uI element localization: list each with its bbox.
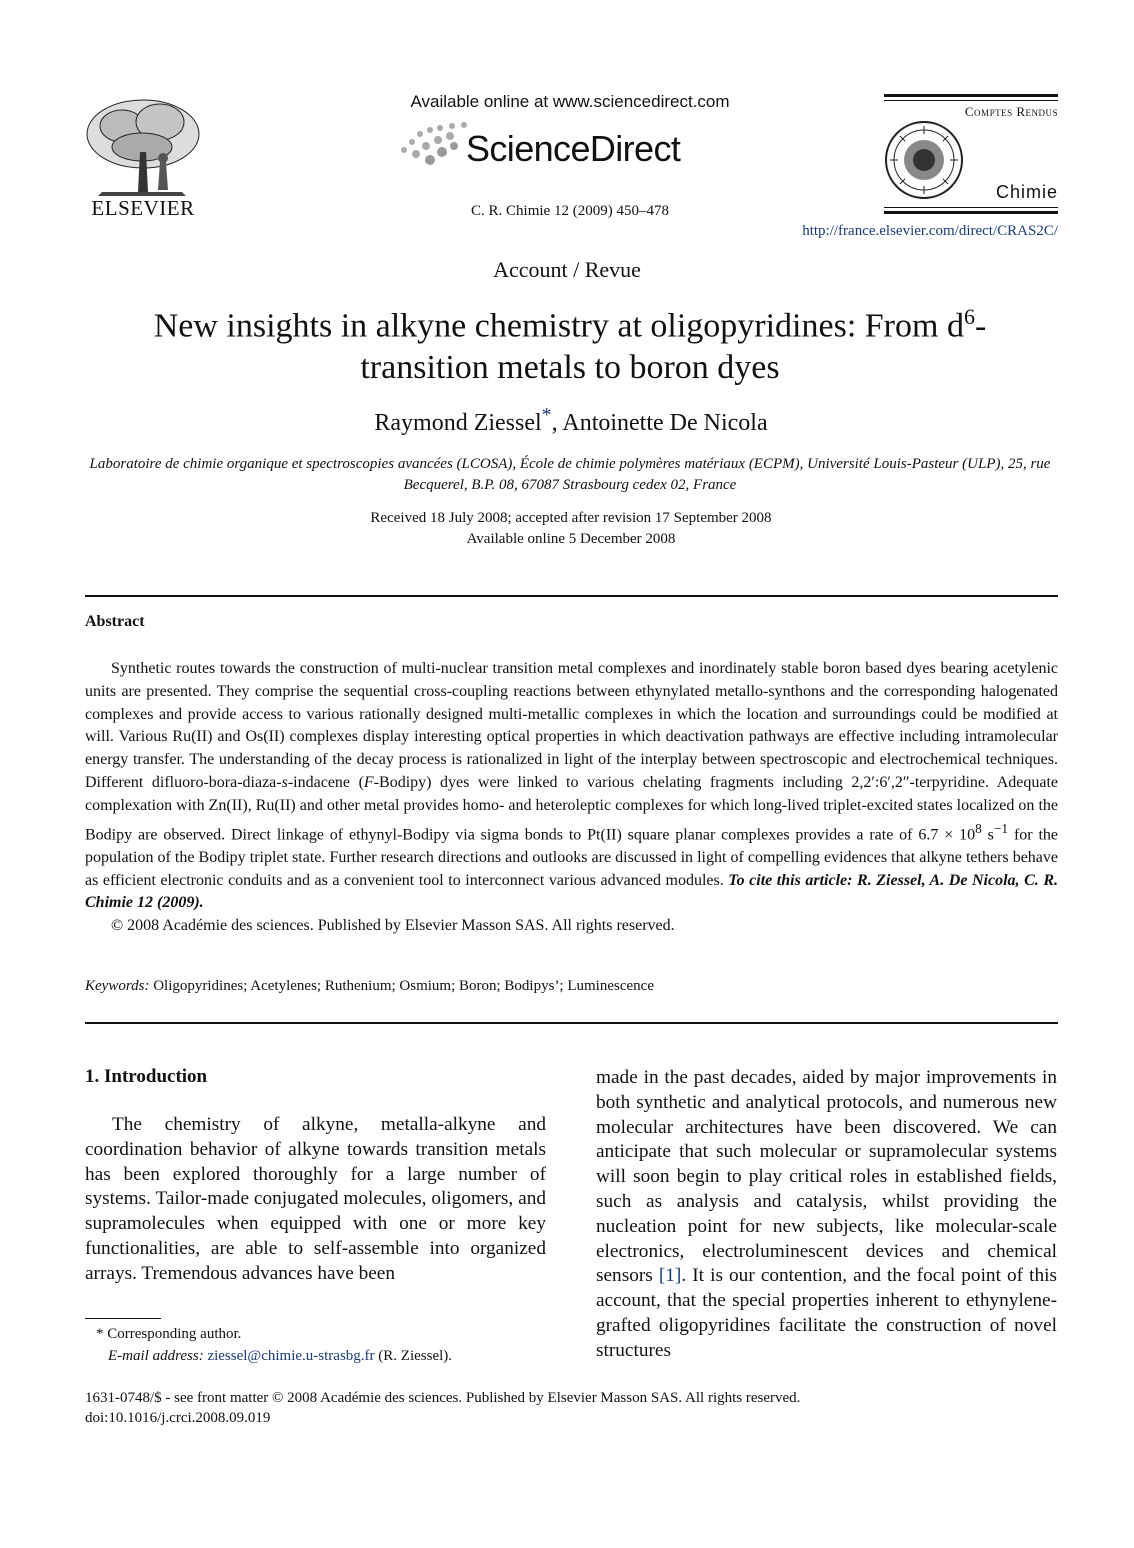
chimie-label: Chimie — [995, 182, 1058, 202]
title-text: -transition metals to boron dyes — [360, 307, 987, 387]
abstract-heading: Abstract — [85, 613, 145, 630]
intro-text: made in the past decades, aided by major improvements in both synthetic and analytical protocols, and numerous new molecular architectures have been discovered. We can anticipate that such molecular or supramolecular systems will soon begin to play critical roles in established fields, such as analysis and catalysis, whilst providing the nucleation point for new subjects, like molecular-scale electronics, electroluminescent devices and chemical sensors — [596, 1067, 1057, 1287]
intro-text: . It is our contention, and the focal point of this account, that the special properties inherent to ethynylene-grafted oligopyridines facilitate the construction of novel structures — [596, 1265, 1058, 1361]
abstract-body — [85, 658, 1058, 938]
author-separator: , — [551, 410, 563, 436]
affiliation: Laboratoire de chimie organique et spectroscopies avancées (LCOSA), École de chimie polymères matériaux (ECPM), Université Louis-Pasteur (ULP), 25, rue Becquerel, B.P. 08, 67087 Strasbourg cedex 02, France — [89, 456, 1051, 493]
abstract-copyright: © 2008 Académie des sciences. Published by Elsevier Masson SAS. All rights reserved. — [111, 917, 675, 935]
abstract-text: -Bodipy) dyes were linked to various chelating fragments including 2,2′:6′,2″-terpyridine. Adequate complexation with Zn(II), Ru(II) and other metal provides homo- and heteroleptic complexes for which long-lived triplet-excited states localized on the Bodipy are observed. Direct linkage of ethynyl-Bodipy via sigma bonds to Pt(II) square planar complexes provides a rate of 6.7 × 10 — [85, 773, 1058, 843]
section-heading-introduction: 1. Introduction — [85, 1066, 208, 1087]
issn-line: 1631-0748/$ - see front matter © 2008 Académie des sciences. Published by Elsevier Masson SAS. All rights reserved. — [85, 1390, 801, 1406]
article-dates — [0, 508, 1134, 550]
corresponding-author-note: * Corresponding author. — [96, 1326, 242, 1342]
elsevier-wordmark: ELSEVIER — [91, 196, 195, 220]
comptes-rendus-logo — [884, 94, 1058, 218]
article-title — [100, 296, 1040, 389]
comptes-rendus-label: Comptes Rendus — [964, 104, 1058, 119]
divider — [85, 595, 1058, 597]
footnote — [96, 1323, 452, 1367]
journal-url-link[interactable]: http://france.elsevier.com/direct/CRAS2C/ — [802, 223, 1058, 239]
divider — [85, 1022, 1058, 1024]
logo-rule — [884, 100, 1058, 101]
logo-rule — [884, 207, 1058, 208]
journal-reference: C. R. Chimie 12 (2009) 450–478 — [471, 203, 669, 219]
author-list — [0, 404, 1134, 437]
doi-line: doi:10.1016/j.crci.2008.09.019 — [85, 1410, 271, 1426]
footnote-rule — [85, 1318, 161, 1319]
author-name: Raymond Ziessel — [374, 410, 542, 436]
keywords-list: Oligopyridines; Acetylenes; Ruthenium; Osmium; Boron; Bodipys’; Luminescence — [149, 978, 654, 994]
available-online-text: Available online at www.sciencedirect.com — [410, 92, 730, 111]
author-name: Antoinette De Nicola — [562, 410, 768, 436]
front-matter-info — [85, 1388, 800, 1428]
abstract-superscript: 8 — [975, 820, 982, 836]
title-superscript: 6 — [963, 304, 975, 329]
received-date: Received 18 July 2008; accepted after revision 17 September 2008 — [370, 510, 772, 526]
section-type: Account / Revue — [493, 257, 641, 282]
intro-left-column: The chemistry of alkyne, metalla-alkyne and coordination behavior of alkyne towards transition metals has been explored thoroughly for a large number of systems. Tailor-made conjugated molecules, oligomers, and supramolecules when equipped with one or more key functionalities, are able to self-assemble into organized arrays. Tremendous advances have been — [85, 1114, 546, 1284]
sciencedirect-wordmark: ScienceDirect — [466, 128, 681, 169]
email-link[interactable]: ziessel@chimie.u-strasbg.fr — [207, 1348, 375, 1364]
abstract-paragraph — [85, 658, 1058, 915]
email-line — [96, 1345, 452, 1367]
abstract-italic: F — [363, 773, 374, 791]
reference-link[interactable]: [1] — [658, 1265, 682, 1287]
abstract-superscript: −1 — [993, 820, 1009, 836]
abstract-text: -indacene ( — [287, 773, 364, 791]
abstract-italic: s — [281, 773, 288, 791]
logo-rule — [884, 94, 1058, 97]
keywords-label: Keywords: — [85, 978, 150, 994]
logo-rule — [884, 211, 1058, 214]
citation-note: To cite this article: R. Ziessel, A. De Nicola, C. R. Chimie 12 (2009). — [85, 871, 1059, 912]
intro-right-column — [596, 1066, 1057, 1364]
email-suffix: (R. Ziessel). — [374, 1348, 453, 1364]
available-date: Available online 5 December 2008 — [466, 531, 676, 547]
title-text: New insights in alkyne chemistry at oligopyridines: From d — [153, 307, 964, 345]
corresponding-author-mark[interactable]: * — [541, 404, 552, 426]
abstract-text: s — [981, 825, 994, 843]
abstract-text: Synthetic routes towards the construction of multi-nuclear transition metal complexes and inordinately stable boron based dyes bearing acetylenic units are presented. They comprise the sequential cross-coupling reactions between ethynylated metallo-synthons and the corresponding halogenated complexes and provide access to various rationally designed multi-metallic complexes in which the location and surroundings could be modified at will. Various Ru(II) and Os(II) complexes display interesting optical properties in which deactivation pathways are effective including intramolecular energy transfer. The understanding of the decay process is rationalized in light of the interplay between spectroscopic and electrochemical techniques. Different difluoro-bora-diaza- — [85, 660, 1058, 791]
academie-seal-icon — [884, 112, 966, 204]
keywords — [85, 978, 654, 995]
abstract-text: for the population of the Bodipy triplet state. Further research directions and outlooks are discussed in light of compelling evidences that alkyne tethers behave as efficient electronic conduits and as a convenient tool to interconnect various advanced modules. — [85, 825, 1059, 889]
email-label: E-mail address: — [108, 1348, 204, 1364]
